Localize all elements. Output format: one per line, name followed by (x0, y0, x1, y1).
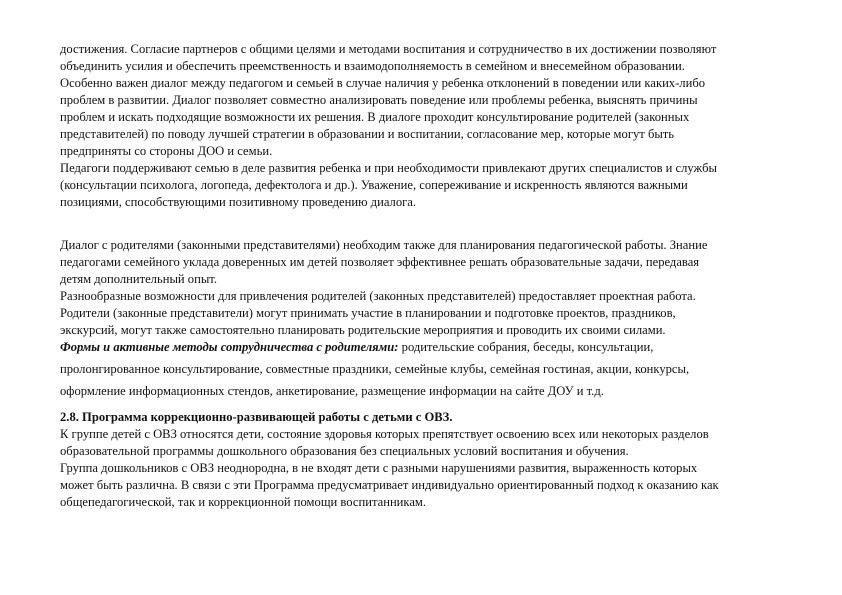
section-heading: 2.8. Программа коррекционно-развивающей работы с детьми с ОВЗ. (60, 410, 453, 424)
text-line: проблем в развитии. Диалог позволяет совместно анализировать поведение или проблемы ребенка, выяснять причины (60, 93, 698, 107)
text-line: детям дополнительный опыт. (60, 272, 217, 286)
text-line: Педагоги поддерживают семью в деле развития ребенка и при необходимости привлекают других специалистов и службы (60, 161, 717, 175)
text-line: позициями, способствующими позитивному проведению диалога. (60, 195, 417, 209)
text-line: экскурсий, могут также самостоятельно планировать родительские мероприятия и проводить их своими силами. (60, 323, 666, 337)
text-line: Разнообразные возможности для привлечения родителей (законных представителей) предоставляет проектная работа. (60, 289, 696, 303)
text-line: объединить усилия и обеспечить преемственность и взаимодополняемость в семейном и внесемейном образовании. (60, 59, 685, 73)
text-line: достижения. Согласие партнеров с общими целями и методами воспитания и сотрудничество в их достижении позволяют (60, 42, 717, 56)
forms-text: родительские собрания, беседы, консультации, (398, 340, 654, 354)
text-line: оформление информационных стендов, анкетирование, размещение информации на сайте ДОУ и т.д. (60, 384, 604, 398)
text-line: проблем и искать подходящие возможности их решения. В диалоге проходит консультирование родителей (законных (60, 110, 690, 124)
text-line: образовательной программы дошкольного образования без специальных условий воспитания и обучения. (60, 444, 629, 458)
text-line: предприняты со стороны ДОО и семьи. (60, 144, 273, 158)
text-line: представителей) по поводу лучшей стратегии в образовании и воспитании, согласование мер, которые могут быть (60, 127, 675, 141)
text-line: Диалог с родителями (законными представителями) необходим также для планирования педагогической работы. Знание (60, 238, 708, 252)
forms-line (60, 340, 653, 355)
text-line: пролонгированное консультирование, совместные праздники, семейные клубы, семейная гостиная, акции, конкурсы, (60, 362, 690, 376)
text-line: общепедагогической, так и коррекционной помощи воспитанникам. (60, 495, 427, 509)
text-line: может быть различна. В связи с эти Программа предусматривает индивидуально ориентированный подход к оказанию как (60, 478, 719, 492)
text-line: К группе детей с ОВЗ относятся дети, состояние здоровья которых препятствует освоению всех или некоторых разделов (60, 427, 709, 441)
text-line: (консультации психолога, логопеда, дефектолога и др.). Уважение, сопереживание и искренность являются важными (60, 178, 688, 192)
text-line: Группа дошкольников с ОВЗ неоднородна, в не входят дети с разными нарушениями развития, выраженность которых (60, 461, 698, 475)
text-line: педагогами семейного уклада доверенных им детей позволяет эффективнее решать образовательные задачи, передавая (60, 255, 700, 269)
text-line: Особенно важен диалог между педагогом и семьей в случае наличия у ребенка отклонений в поведении или каких-либо (60, 76, 706, 90)
forms-heading: Формы и активные методы сотрудничества с родителями: (60, 340, 399, 354)
text-line: Родители (законные представители) могут принимать участие в планировании и подготовке проектов, праздников, (60, 306, 676, 320)
